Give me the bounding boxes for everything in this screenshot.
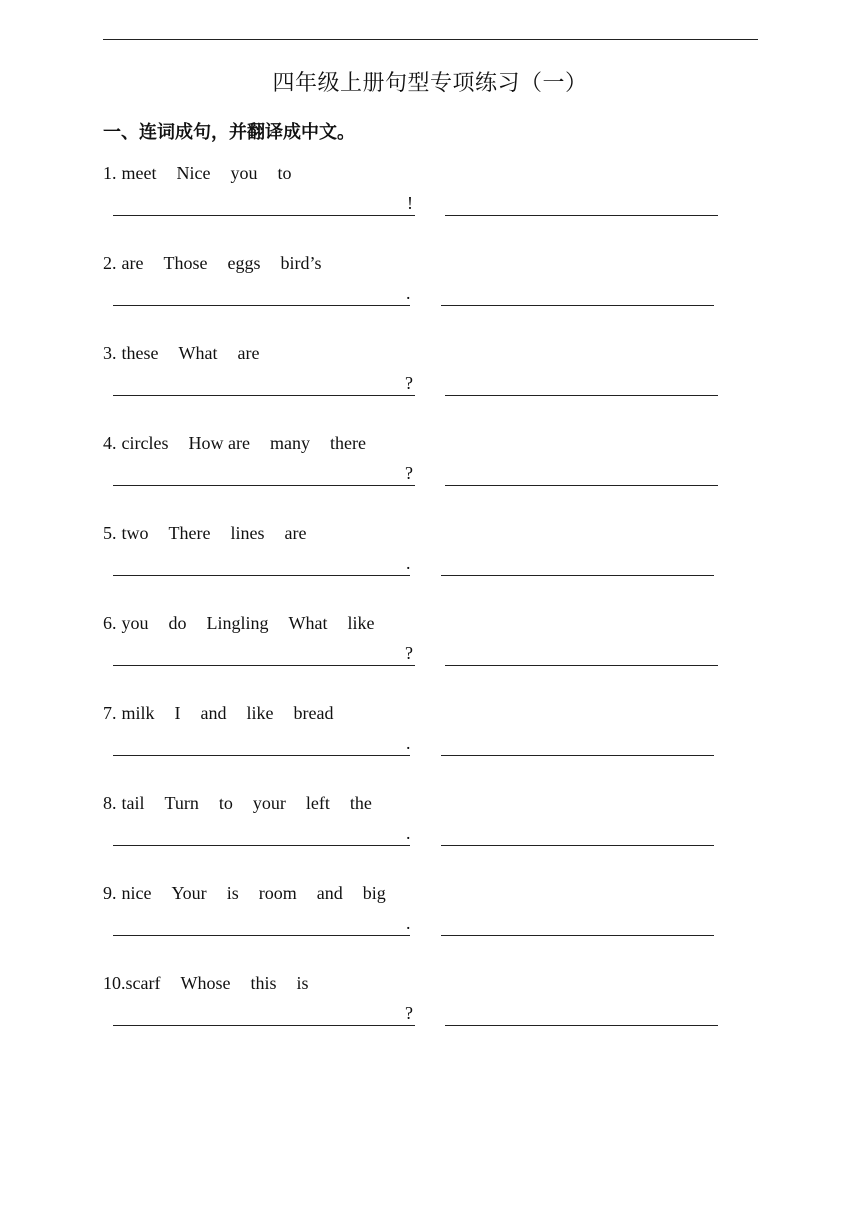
scrambled-word: and bbox=[316, 883, 343, 903]
scrambled-word: scarf bbox=[125, 973, 161, 993]
translation-line[interactable] bbox=[441, 575, 714, 576]
sentence-end-punctuation: . bbox=[406, 733, 411, 753]
scrambled-word: Your bbox=[171, 883, 207, 903]
translation-line[interactable] bbox=[441, 845, 714, 846]
scrambled-word: left bbox=[305, 793, 330, 813]
scrambled-word: and bbox=[200, 703, 227, 723]
question-prompt bbox=[103, 703, 334, 724]
question-number: 9. bbox=[103, 883, 117, 903]
sentence-end-punctuation: . bbox=[406, 553, 411, 573]
answer-line[interactable] bbox=[113, 755, 410, 756]
scrambled-word: to bbox=[277, 163, 292, 183]
scrambled-word: nice bbox=[121, 883, 152, 903]
question-prompt bbox=[103, 343, 259, 364]
translation-line[interactable] bbox=[445, 215, 718, 216]
question-item bbox=[0, 433, 860, 523]
question-prompt bbox=[103, 613, 374, 634]
translation-line[interactable] bbox=[445, 395, 718, 396]
scrambled-word: like bbox=[246, 703, 274, 723]
answer-line[interactable] bbox=[113, 1025, 415, 1026]
answer-line[interactable] bbox=[113, 845, 410, 846]
question-number: 8. bbox=[103, 793, 117, 813]
question-item bbox=[0, 613, 860, 703]
sentence-end-punctuation: ? bbox=[405, 373, 413, 393]
question-item bbox=[0, 343, 860, 433]
answer-line[interactable] bbox=[113, 485, 415, 486]
answer-line[interactable] bbox=[113, 935, 410, 936]
scrambled-word: How are bbox=[188, 433, 250, 453]
scrambled-word: Those bbox=[163, 253, 208, 273]
scrambled-word: Nice bbox=[176, 163, 211, 183]
translation-line[interactable] bbox=[445, 1025, 718, 1026]
translation-line[interactable] bbox=[441, 305, 714, 306]
scrambled-word: your bbox=[252, 793, 286, 813]
scrambled-word: are bbox=[284, 523, 307, 543]
sentence-end-punctuation: ? bbox=[405, 463, 413, 483]
scrambled-word: do bbox=[168, 613, 187, 633]
question-number: 5. bbox=[103, 523, 117, 543]
sentence-end-punctuation: ? bbox=[405, 1003, 413, 1023]
scrambled-word: eggs bbox=[227, 253, 261, 273]
section-heading: 一、连词成句，并翻译成中文。 bbox=[103, 122, 355, 143]
question-number: 10. bbox=[103, 973, 126, 993]
question-number: 6. bbox=[103, 613, 117, 633]
question-number: 1. bbox=[103, 163, 117, 183]
scrambled-word: There bbox=[168, 523, 211, 543]
question-item bbox=[0, 883, 860, 973]
scrambled-word: you bbox=[230, 163, 258, 183]
sentence-end-punctuation: . bbox=[406, 283, 411, 303]
scrambled-word: is bbox=[296, 973, 309, 993]
question-prompt bbox=[103, 793, 372, 814]
question-number: 2. bbox=[103, 253, 117, 273]
scrambled-word: circles bbox=[121, 433, 169, 453]
scrambled-word: milk bbox=[121, 703, 155, 723]
scrambled-word: are bbox=[121, 253, 144, 273]
scrambled-word: are bbox=[237, 343, 260, 363]
scrambled-word: Turn bbox=[164, 793, 199, 813]
scrambled-word: What bbox=[178, 343, 218, 363]
scrambled-word: meet bbox=[121, 163, 157, 183]
scrambled-word: bird’s bbox=[280, 253, 322, 273]
answer-line[interactable] bbox=[113, 215, 415, 216]
question-item bbox=[0, 973, 860, 1063]
question-item bbox=[0, 793, 860, 883]
answer-line[interactable] bbox=[113, 575, 410, 576]
answer-line[interactable] bbox=[113, 305, 410, 306]
translation-line[interactable] bbox=[441, 755, 714, 756]
scrambled-word: room bbox=[258, 883, 297, 903]
scrambled-word: you bbox=[121, 613, 149, 633]
question-prompt bbox=[103, 523, 306, 544]
translation-line[interactable] bbox=[441, 935, 714, 936]
scrambled-word: Lingling bbox=[206, 613, 269, 633]
question-item bbox=[0, 703, 860, 793]
scrambled-word: the bbox=[349, 793, 372, 813]
scrambled-word: many bbox=[269, 433, 310, 453]
question-prompt bbox=[103, 253, 322, 274]
scrambled-word: What bbox=[288, 613, 328, 633]
scrambled-word: bread bbox=[293, 703, 334, 723]
scrambled-word: Whose bbox=[180, 973, 231, 993]
question-number: 4. bbox=[103, 433, 117, 453]
header-rule bbox=[103, 39, 758, 40]
scrambled-word: there bbox=[329, 433, 366, 453]
scrambled-word: this bbox=[250, 973, 277, 993]
answer-line[interactable] bbox=[113, 665, 415, 666]
scrambled-word: big bbox=[362, 883, 386, 903]
scrambled-word: lines bbox=[230, 523, 265, 543]
question-prompt bbox=[103, 433, 366, 454]
translation-line[interactable] bbox=[445, 665, 718, 666]
sentence-end-punctuation: ? bbox=[405, 643, 413, 663]
scrambled-word: I bbox=[174, 703, 181, 723]
question-prompt bbox=[103, 163, 291, 184]
question-prompt bbox=[103, 883, 386, 904]
sentence-end-punctuation: . bbox=[406, 913, 411, 933]
question-item bbox=[0, 253, 860, 343]
question-item bbox=[0, 523, 860, 613]
translation-line[interactable] bbox=[445, 485, 718, 486]
scrambled-word: two bbox=[121, 523, 149, 543]
sentence-end-punctuation: ! bbox=[407, 193, 413, 213]
scrambled-word: like bbox=[347, 613, 375, 633]
worksheet-title: 四年级上册句型专项练习（一） bbox=[272, 71, 588, 96]
question-number: 7. bbox=[103, 703, 117, 723]
answer-line[interactable] bbox=[113, 395, 415, 396]
scrambled-word: is bbox=[226, 883, 239, 903]
question-number: 3. bbox=[103, 343, 117, 363]
scrambled-word: to bbox=[218, 793, 233, 813]
scrambled-word: these bbox=[121, 343, 159, 363]
scrambled-word: tail bbox=[121, 793, 145, 813]
question-item bbox=[0, 163, 860, 253]
sentence-end-punctuation: . bbox=[406, 823, 411, 843]
question-prompt bbox=[103, 973, 309, 994]
